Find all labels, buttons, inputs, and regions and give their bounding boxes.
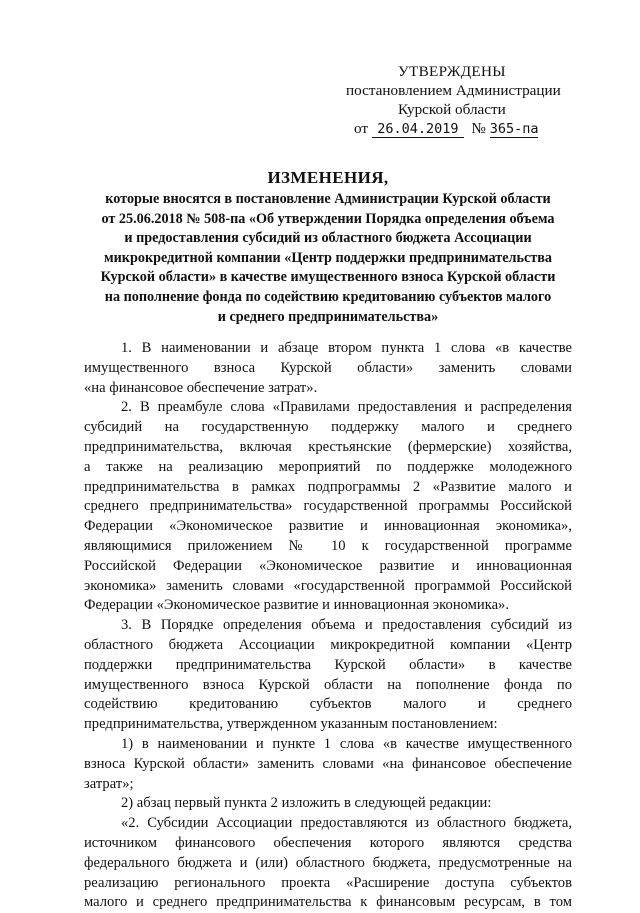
approval-line-1: постановлением Администрации (346, 82, 561, 99)
body-line: а также на реализацию мероприятий по поддержке молодежного (84, 458, 572, 475)
document-body (84, 339, 572, 913)
body-line: источником финансового обеспечения которого являются средства (84, 834, 572, 851)
body-line: Российской Федерации «Экономическое развитие и инновационная (84, 557, 572, 574)
approval-number: 365-па (489, 121, 539, 137)
body-line: «на финансовое обеспечение затрат». (84, 379, 318, 396)
body-line: 1) в наименовании и пункте 1 слова «в качестве имущественного (121, 735, 572, 752)
number-label: № (471, 120, 486, 137)
title-main: ИЗМЕНЕНИЯ, (267, 168, 389, 187)
body-line: субсидий на государственную поддержку малого и среднего (84, 419, 572, 436)
body-line: имущественного взноса Курской области на пополнение фонда по (84, 676, 572, 693)
body-line: являющимися приложением № 10 к государственной программе (84, 537, 572, 554)
body-line: 2) абзац первый пункта 2 изложить в следующей редакции: (121, 795, 492, 812)
body-line: 1. В наименовании и абзаце втором пункта 1 слова «в качестве (121, 340, 572, 356)
title-line: на пополнение фонда по содействию кредитованию субъектов малого (104, 288, 552, 305)
body-line: «2. Субсидии Ассоциации предоставляются из областного бюджета, (121, 815, 572, 832)
body-line: малого и среднего предпринимательства к финансовым ресурсам, в том (84, 894, 572, 911)
body-line: 3. В Порядке определения объема и предоставления субсидий из (121, 617, 572, 634)
body-line: реализацию регионального проекта «Расширение доступа субъектов (84, 874, 572, 891)
body-line: поддержки предпринимательства Курской области» в качестве (84, 656, 572, 673)
body-line: Федерации «Экономическое развитие и инновационная экономика». (84, 597, 509, 614)
title-line: и среднего предпринимательства» (217, 308, 439, 325)
body-line: федерального бюджета и (или) областного бюджета, предусмотренные на (84, 854, 572, 871)
approval-line-2: Курской области (398, 101, 506, 118)
approval-stamp (346, 62, 606, 138)
body-line: предпринимательства, утвержденном указанным постановлением: (84, 716, 498, 733)
approval-title: УТВЕРЖДЕНЫ (398, 63, 506, 80)
title-line: от 25.06.2018 № 508-па «Об утверждении Порядка определения объема (101, 210, 555, 227)
title-line: микрокредитной компании «Центр поддержки предпринимательства (103, 249, 553, 266)
body-line: экономика» заменить словами «государственной программой Российской (84, 577, 572, 594)
body-line: предпринимательства в рамках подпрограммы 2 «Развитие малого и (84, 478, 572, 495)
title-line: и предоставления субсидий из областного бюджета Ассоциации (124, 230, 532, 247)
body-line: областного бюджета Ассоциации микрокредитной компании «Центр (84, 636, 572, 653)
title-line: которые вносятся в постановление Администрации Курской области (105, 191, 551, 207)
document-title (82, 167, 574, 327)
approval-date: 26.04.2019 (372, 121, 464, 138)
body-line: взноса Курской области» заменить словами «на финансовое обеспечение (84, 755, 572, 772)
body-line: среднего предпринимательства» государственной программы Российской (84, 498, 572, 515)
from-label: от (354, 120, 369, 137)
body-line: Федерации «Экономическое развитие и инновационная экономика», (84, 518, 572, 535)
body-line: затрат»; (84, 775, 134, 792)
body-line: имущественного взноса Курской области» заменить словами (84, 359, 572, 376)
approval-number-line (346, 119, 606, 138)
body-line: содействию кредитованию субъектов малого и среднего (84, 696, 572, 713)
body-line: 2. В преамбуле слова «Правилами предоставления и распределения (121, 399, 572, 416)
body-line: предпринимательства, включая крестьянские (фермерские) хозяйства, (84, 438, 572, 455)
title-line: Курской области» в качестве имущественного взноса Курской области (100, 269, 556, 286)
